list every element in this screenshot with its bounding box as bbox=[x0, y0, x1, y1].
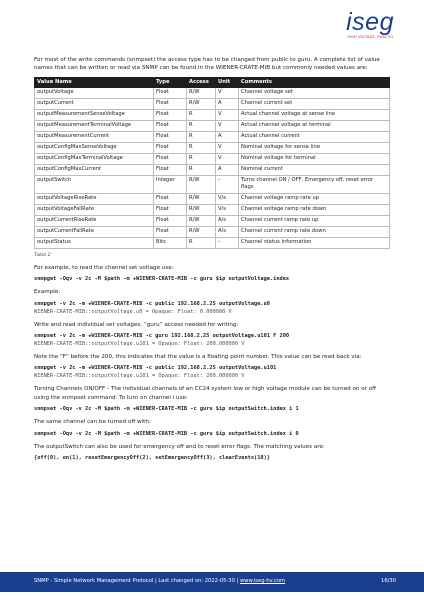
cell-type: Float bbox=[154, 164, 187, 175]
cell-value-name: outputCurrentRiseRate bbox=[35, 215, 154, 226]
switch-off-block bbox=[34, 418, 390, 437]
cell-access: R bbox=[187, 120, 216, 131]
cell-comments: Actual channel current bbox=[239, 131, 390, 142]
example-block bbox=[34, 288, 390, 315]
cell-value-name: outputMeasurementSenseVoltage bbox=[35, 109, 154, 120]
values-intro: The outputSwitch can also be used for emergency off and to reset error flags. The matching values are: bbox=[34, 443, 325, 450]
cell-access: R bbox=[187, 164, 216, 175]
value-names-table bbox=[34, 77, 390, 249]
document-body bbox=[34, 56, 390, 467]
write-command: snmpset -v 2c -m +WIENER-CRATE-MIB -c guru 192.168.2.25 outputVoltage.u101 F 200 bbox=[34, 333, 290, 340]
cell-type: Float bbox=[154, 131, 187, 142]
table-row bbox=[35, 98, 390, 109]
page-number: 16/30 bbox=[381, 578, 396, 584]
cell-access: R bbox=[187, 131, 216, 142]
cell-access: R bbox=[187, 237, 216, 248]
example-label: Example: bbox=[34, 289, 61, 296]
cell-value-name: outputVoltage bbox=[35, 87, 154, 98]
cell-type: Bits bbox=[154, 237, 187, 248]
switch-values-list: {off(0), on(1), resetEmergencyOff(2), setEmergencyOff(3), clearEvents(10)} bbox=[34, 455, 270, 462]
cell-unit: A bbox=[216, 131, 239, 142]
cell-comments: Channel voltage ramp rate down bbox=[239, 204, 390, 215]
switch-on-block bbox=[34, 385, 390, 413]
iseg-logo bbox=[346, 10, 394, 39]
table-row bbox=[35, 226, 390, 237]
cell-value-name: outputConfigMaxTerminalVoltage bbox=[35, 153, 154, 164]
footer-separator: | bbox=[155, 578, 157, 584]
cell-value-name: outputMeasurementTerminalVoltage bbox=[35, 120, 154, 131]
table-row bbox=[35, 120, 390, 131]
switch-off-intro: The same channel can be turned off with: bbox=[34, 419, 151, 426]
cell-access: R/W bbox=[187, 215, 216, 226]
logo-wordmark: iseg bbox=[346, 8, 394, 36]
readback-command: snmpget -v 2c -m +WIENER-CRATE-MIB -c public 192.168.2.25 outputVoltage.u101 bbox=[34, 365, 277, 372]
cell-type: Float bbox=[154, 193, 187, 204]
cell-type: Float bbox=[154, 204, 187, 215]
header-unit: Unit bbox=[216, 77, 239, 87]
cell-unit: V bbox=[216, 109, 239, 120]
table-row bbox=[35, 87, 390, 98]
cell-comments: Channel current ramp rate down bbox=[239, 226, 390, 237]
readback-block bbox=[34, 353, 390, 380]
cell-access: R bbox=[187, 142, 216, 153]
cell-type: Float bbox=[154, 142, 187, 153]
footer-separator: | bbox=[236, 578, 239, 584]
table-caption: Table 2 bbox=[34, 252, 51, 258]
cell-access: R/W bbox=[187, 98, 216, 109]
cell-value-name: outputConfigMaxCurrent bbox=[35, 164, 154, 175]
table-header-row bbox=[35, 77, 390, 87]
read-command: snmpget -Oqv -v 2c -M $path -m +WIENER-CRATE-MIB -c guru $ip outputVoltage.index bbox=[34, 276, 290, 283]
page-footer bbox=[0, 572, 424, 592]
cell-comments: Turns channel ON / OFF, Emergency off, reset error flags bbox=[239, 175, 390, 193]
cell-unit: – bbox=[216, 175, 239, 193]
switch-intro: Turning Channels ON/OFF - The individual channels of an CC24 system low or high voltage module can be turned on or off using the snmpset command. To turn on channel i use: bbox=[34, 386, 376, 401]
write-block bbox=[34, 321, 390, 348]
cell-value-name: outputMeasurementCurrent bbox=[35, 131, 154, 142]
example-command: snmpget -v 2c -m +WIENER-CRATE-MIB -c public 192.168.2.25 outputVoltage.u0 bbox=[34, 300, 270, 307]
table-row bbox=[35, 193, 390, 204]
cell-unit: – bbox=[216, 237, 239, 248]
intro-paragraph: For most of the write commands (snmpset) the access type has to be changed from public to guru. A complete list of value names that can be written or read via SNMP can be found in the WIENER-CRATE-MIB but commonly needed values are: bbox=[34, 57, 380, 72]
footer-website-link[interactable]: www.iseg-hv.com bbox=[239, 578, 286, 584]
cell-value-name: outputVoltageFallRate bbox=[35, 204, 154, 215]
header-comments: Comments bbox=[239, 77, 390, 87]
table-row bbox=[35, 109, 390, 120]
cell-comments: Nominal current bbox=[239, 164, 390, 175]
cell-unit: V bbox=[216, 142, 239, 153]
cell-comments: Nominal voltage for terminal bbox=[239, 153, 390, 164]
cell-unit: A bbox=[216, 98, 239, 109]
cell-type: Float bbox=[154, 153, 187, 164]
cell-unit: V bbox=[216, 87, 239, 98]
cell-value-name: outputCurrentFallRate bbox=[35, 226, 154, 237]
read-example-block bbox=[34, 264, 390, 283]
cell-comments: Nominal voltage for sense line bbox=[239, 142, 390, 153]
cell-unit: V bbox=[216, 153, 239, 164]
cell-value-name: outputSwitch bbox=[35, 175, 154, 193]
cell-comments: Actual channel voltage at terminal bbox=[239, 120, 390, 131]
table-row bbox=[35, 215, 390, 226]
cell-type: Integer bbox=[154, 175, 187, 193]
cell-comments: Channel current ramp rate up bbox=[239, 215, 390, 226]
cell-type: Float bbox=[154, 98, 187, 109]
header-access: Access bbox=[187, 77, 216, 87]
cell-comments: Actual channel voltage at sense line bbox=[239, 109, 390, 120]
cell-type: Float bbox=[154, 215, 187, 226]
cell-access: R/W bbox=[187, 175, 216, 193]
example-output: WIENER-CRATE-MIB::outputVoltage.u0 = Opaque: Float: 0.000000 V bbox=[34, 308, 232, 315]
logo-tagline: HIGH VOLTAGE. EXACTLY. bbox=[347, 35, 394, 39]
cell-unit: V/s bbox=[216, 193, 239, 204]
switch-values-block bbox=[34, 443, 390, 462]
cell-type: Float bbox=[154, 120, 187, 131]
cell-type: Float bbox=[154, 109, 187, 120]
table-row bbox=[35, 237, 390, 248]
cell-access: R/W bbox=[187, 87, 216, 98]
footer-title: SNMP - Simple Network Management Protocol bbox=[34, 578, 154, 584]
cell-unit: A/s bbox=[216, 226, 239, 237]
table-row bbox=[35, 131, 390, 142]
cell-access: R bbox=[187, 109, 216, 120]
cell-type: Float bbox=[154, 87, 187, 98]
table-row bbox=[35, 142, 390, 153]
cell-value-name: outputVoltageRiseRate bbox=[35, 193, 154, 204]
cell-unit: V/s bbox=[216, 204, 239, 215]
cell-comments: Channel voltage ramp rate up bbox=[239, 193, 390, 204]
float-note: Note the “F” before the 200, this indicates that the value is a floating point number. This value can be read back via: bbox=[34, 354, 362, 361]
cell-value-name: outputCurrent bbox=[35, 98, 154, 109]
cell-value-name: outputStatus bbox=[35, 237, 154, 248]
footer-info bbox=[34, 578, 285, 584]
cell-comments: Channel current set bbox=[239, 98, 390, 109]
cell-type: Float bbox=[154, 226, 187, 237]
read-intro: For example, to read the channel set voltage use: bbox=[34, 264, 174, 271]
footer-changed: Last changed on: 2022-05-30 bbox=[158, 578, 235, 584]
cell-unit: V bbox=[216, 120, 239, 131]
table-row bbox=[35, 175, 390, 193]
cell-unit: A bbox=[216, 164, 239, 175]
cell-access: R/W bbox=[187, 204, 216, 215]
switch-on-command: snmpset -Oqv -v 2c -M $path -m +WIENER-CRATE-MIB -c guru $ip outputSwitch.index i 1 bbox=[34, 406, 299, 413]
cell-unit: A/s bbox=[216, 215, 239, 226]
write-output: WIENER-CRATE-MIB::outputVoltage.u101 = Opaque: Float: 200.000000 V bbox=[34, 341, 245, 348]
cell-comments: Channel status information bbox=[239, 237, 390, 248]
cell-access: R/W bbox=[187, 193, 216, 204]
readback-output: WIENER-CRATE-MIB::outputVoltage.u101 = Opaque: Float: 200.000000 V bbox=[34, 373, 245, 380]
cell-value-name: outputConfigMaxSenseVoltage bbox=[35, 142, 154, 153]
cell-access: R/W bbox=[187, 226, 216, 237]
table-row bbox=[35, 164, 390, 175]
cell-access: R bbox=[187, 153, 216, 164]
switch-off-command: snmpset -Oqv -v 2c -M $path -m +WIENER-CRATE-MIB -c guru $ip outputSwitch.index i 0 bbox=[34, 430, 299, 437]
write-intro: Write and read individual set voltages, “guru” access needed for writing: bbox=[34, 321, 239, 328]
table-row bbox=[35, 153, 390, 164]
header-value-name: Value Name bbox=[35, 77, 154, 87]
cell-comments: Channel voltage set bbox=[239, 87, 390, 98]
table-row bbox=[35, 204, 390, 215]
header-type: Type bbox=[154, 77, 187, 87]
